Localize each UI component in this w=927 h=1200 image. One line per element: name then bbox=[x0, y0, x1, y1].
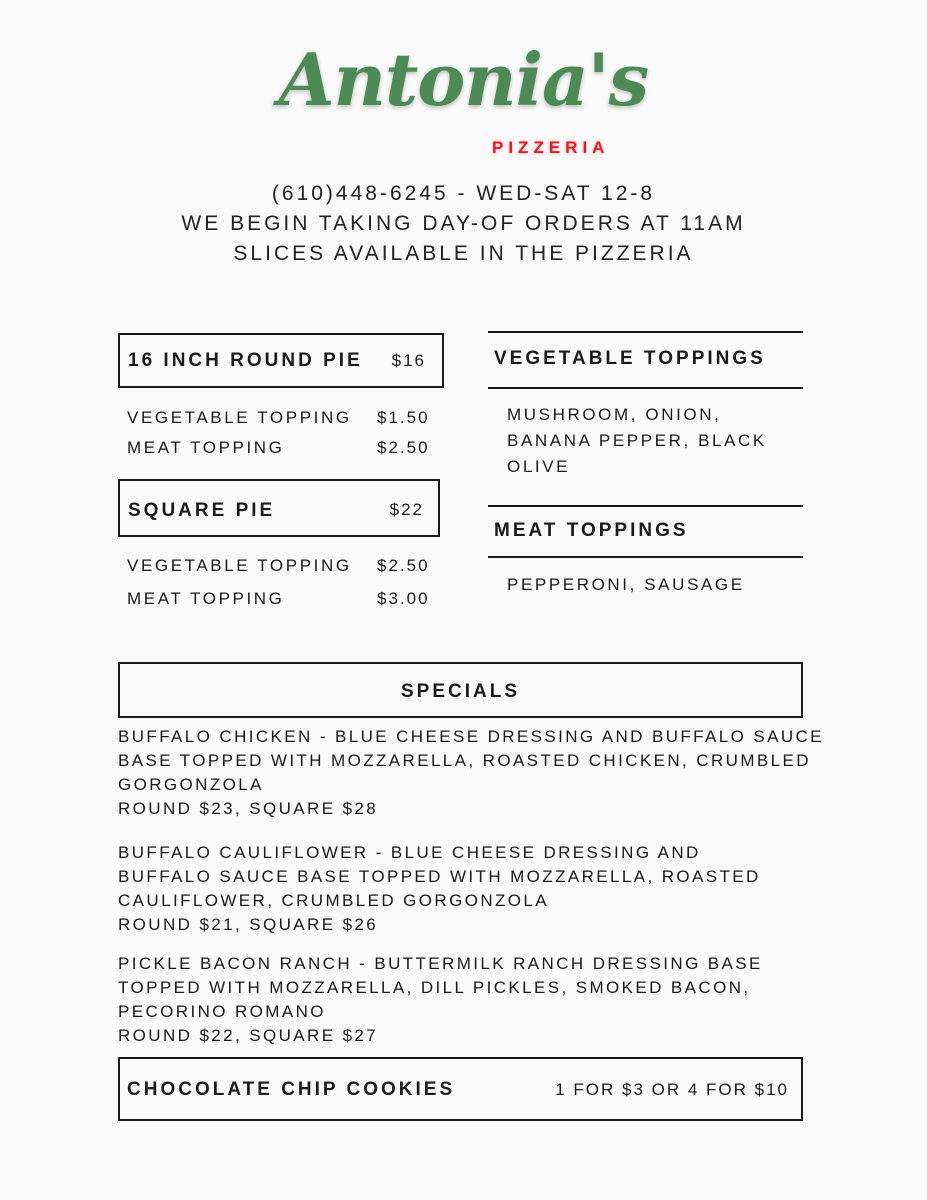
cookies-title: CHOCOLATE CHIP COOKIES bbox=[127, 1079, 456, 1100]
brand-logo-text: Antonia's bbox=[278, 37, 649, 122]
cookies-price: 1 FOR $3 OR 4 FOR $10 bbox=[555, 1080, 789, 1099]
special-item-pickle-bacon-ranch bbox=[118, 952, 763, 1048]
round-pie-price: $16 bbox=[391, 351, 426, 370]
special-line: BUFFALO SAUCE BASE TOPPED WITH MOZZARELLA, ROASTED bbox=[118, 867, 761, 886]
round-veg-topping-price: $1.50 bbox=[377, 408, 430, 427]
special-line: BUFFALO CHICKEN - BLUE CHEESE DRESSING AND BUFFALO SAUCE bbox=[118, 727, 824, 746]
special-line: GORGONZOLA bbox=[118, 775, 264, 794]
special-item-buffalo-cauliflower bbox=[118, 841, 761, 937]
veg-toppings-line-3: OLIVE bbox=[507, 457, 571, 476]
special-price: ROUND $23, SQUARE $28 bbox=[118, 799, 379, 818]
special-line: BASE TOPPED WITH MOZZARELLA, ROASTED CHICKEN, CRUMBLED bbox=[118, 751, 811, 770]
veg-toppings-title: VEGETABLE TOPPINGS bbox=[494, 348, 766, 369]
square-veg-topping-label: VEGETABLE TOPPING bbox=[127, 556, 352, 575]
meat-toppings-line-1: PEPPERONI, SAUSAGE bbox=[507, 575, 745, 594]
round-meat-topping-label: MEAT TOPPING bbox=[127, 438, 285, 457]
round-pie-box bbox=[118, 333, 444, 388]
round-veg-topping-label: VEGETABLE TOPPING bbox=[127, 408, 352, 427]
special-line: CAULIFLOWER, CRUMBLED GORGONZOLA bbox=[118, 891, 550, 910]
meat-toppings-title: MEAT TOPPINGS bbox=[494, 520, 689, 541]
specials-header-box bbox=[118, 662, 803, 718]
square-pie-title: SQUARE PIE bbox=[128, 500, 276, 521]
meat-toppings-bottom-rule bbox=[488, 556, 803, 558]
round-pie-title: 16 INCH ROUND PIE bbox=[128, 350, 363, 371]
brand-subtitle: PIZZERIA bbox=[492, 138, 610, 157]
info-hours: (610)448-6245 - WED-SAT 12-8 bbox=[271, 182, 656, 205]
square-meat-topping-price: $3.00 bbox=[377, 589, 430, 608]
cookies-box bbox=[118, 1057, 803, 1121]
veg-toppings-line-1: MUSHROOM, ONION, bbox=[507, 405, 722, 424]
veg-toppings-top-rule bbox=[488, 331, 803, 333]
round-meat-topping-price: $2.50 bbox=[377, 438, 430, 457]
info-orders: WE BEGIN TAKING DAY-OF ORDERS AT 11AM bbox=[181, 212, 746, 235]
veg-toppings-line-2: BANANA PEPPER, BLACK bbox=[507, 431, 767, 450]
special-line: PICKLE BACON RANCH - BUTTERMILK RANCH DRESSING BASE bbox=[118, 954, 763, 973]
special-line: BUFFALO CAULIFLOWER - BLUE CHEESE DRESSING AND bbox=[118, 843, 701, 862]
veg-toppings-bottom-rule bbox=[488, 387, 803, 389]
special-price: ROUND $21, SQUARE $26 bbox=[118, 915, 379, 934]
specials-title: SPECIALS bbox=[400, 681, 521, 702]
special-price: ROUND $22, SQUARE $27 bbox=[118, 1026, 379, 1045]
special-item-buffalo-chicken bbox=[118, 725, 824, 821]
special-line: PECORINO ROMANO bbox=[118, 1002, 326, 1021]
square-pie-price: $22 bbox=[389, 500, 424, 519]
square-veg-topping-price: $2.50 bbox=[377, 556, 430, 575]
square-meat-topping-label: MEAT TOPPING bbox=[127, 589, 285, 608]
meat-toppings-top-rule bbox=[488, 505, 803, 507]
info-slices: SLICES AVAILABLE IN THE PIZZERIA bbox=[233, 242, 694, 265]
square-pie-box bbox=[118, 479, 440, 537]
special-line: TOPPED WITH MOZZARELLA, DILL PICKLES, SMOKED BACON, bbox=[118, 978, 751, 997]
